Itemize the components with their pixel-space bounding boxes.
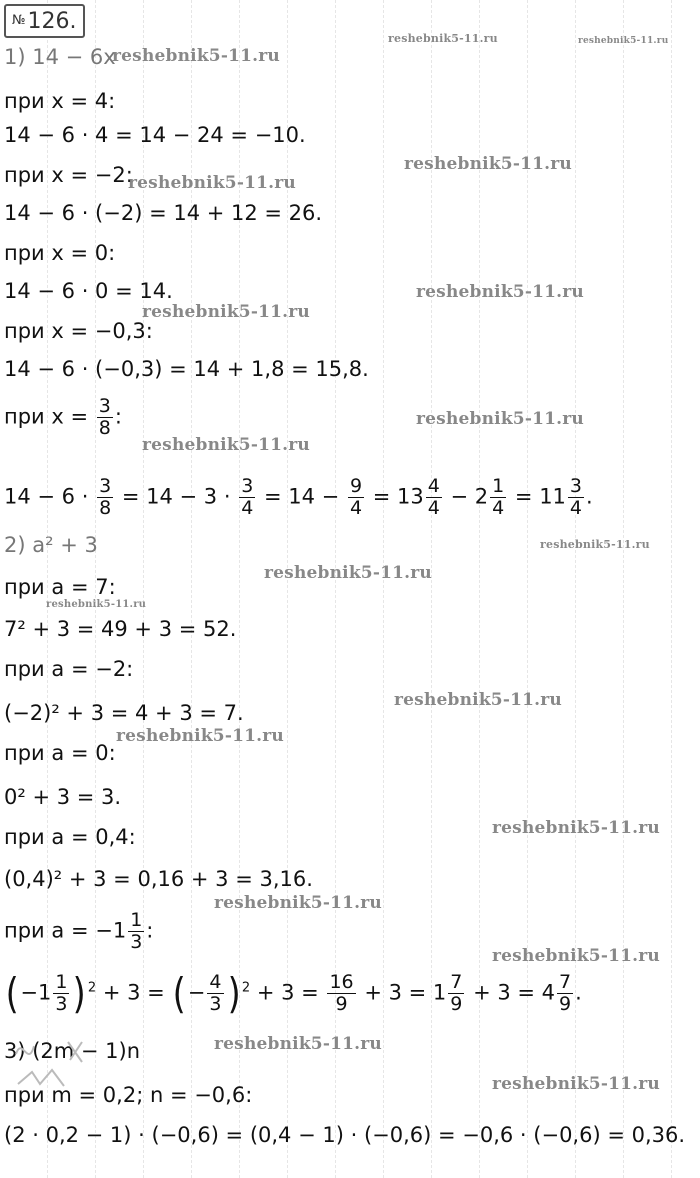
denominator: 9 [450, 993, 463, 1015]
condition: x = 4: [51, 89, 116, 113]
math-line: 14 − 6 · (−2) = 14 + 12 = 26. [4, 201, 323, 225]
denominator: 4 [569, 497, 583, 519]
watermark: reshebnik5-11.ru [492, 1074, 660, 1094]
watermark: reshebnik5-11.ru [388, 32, 498, 45]
word-pri: при [4, 319, 45, 343]
word-pri: при [4, 741, 45, 765]
expr-part: = 13 [372, 484, 424, 509]
denominator: 4 [349, 497, 363, 519]
background-rule [623, 0, 624, 1178]
watermark: reshebnik5-11.ru [540, 538, 650, 551]
fraction [53, 972, 69, 1015]
number-sign: № [12, 13, 26, 28]
expr-part: −1 [20, 980, 52, 1005]
problem-number-badge [4, 4, 85, 38]
fraction [348, 476, 364, 519]
denominator: 3 [209, 993, 222, 1015]
math-line: (0,4)² + 3 = 0,16 + 3 = 3,16. [4, 867, 313, 891]
condition: x = 0: [51, 241, 116, 265]
watermark: reshebnik5-11.ru [142, 302, 310, 322]
numerator: 4 [209, 971, 222, 993]
watermark: reshebnik5-11.ru [416, 409, 584, 429]
word-pri: при [4, 241, 45, 265]
numerator: 16 [329, 971, 354, 993]
watermark: reshebnik5-11.ru [214, 1034, 382, 1054]
fraction [97, 476, 113, 519]
expr-part: + 3 = 1 [364, 980, 447, 1005]
problem-number: 126. [27, 9, 77, 34]
math-line [4, 162, 133, 188]
fraction [448, 972, 464, 1015]
word-pri: при [4, 575, 45, 599]
exponent: 2 [87, 980, 97, 996]
condition: x = −0,3: [51, 319, 153, 343]
condition: a = 0,4: [51, 825, 136, 849]
numerator: 3 [98, 395, 111, 417]
condition: a = −2: [51, 657, 134, 681]
denominator: 8 [99, 497, 112, 519]
condition: x = [51, 404, 89, 429]
expr-part: + 3 = [102, 980, 165, 1005]
expr-part: = 14 − 3 · [121, 484, 231, 509]
fraction [207, 972, 223, 1015]
numerator: 1 [492, 475, 505, 497]
math-line [4, 656, 133, 682]
section-2-heading: 2) a² + 3 [4, 533, 98, 557]
watermark: reshebnik5-11.ru [112, 46, 280, 66]
handwritten-scribble [12, 1028, 152, 1098]
denominator: 3 [130, 931, 143, 953]
watermark: reshebnik5-11.ru [46, 599, 147, 610]
denominator: 3 [55, 993, 68, 1015]
numerator: 3 [569, 475, 583, 497]
watermark: reshebnik5-11.ru [214, 893, 382, 913]
fraction [568, 476, 584, 519]
fraction [97, 396, 113, 439]
math-line: 0² + 3 = 3. [4, 785, 122, 809]
watermark: reshebnik5-11.ru [416, 282, 584, 302]
numerator: 1 [130, 909, 143, 931]
numerator: 3 [241, 475, 254, 497]
paren: ) [73, 968, 87, 1018]
math-line: (2 · 0,2 − 1) · (−0,6) = (0,4 − 1) · (−0,6) = −0,6 · (−0,6) = 0,36. [4, 1123, 686, 1147]
math-line [4, 476, 593, 519]
word-pri: при [4, 918, 45, 943]
denominator: 4 [241, 497, 254, 519]
numerator: 4 [427, 475, 440, 497]
watermark: reshebnik5-11.ru [492, 818, 660, 838]
paren: ( [5, 968, 19, 1018]
math-line: 14 − 6 · 0 = 14. [4, 279, 173, 303]
condition: a = 7: [51, 575, 116, 599]
math-line [4, 740, 116, 766]
condition: x = −2: [51, 163, 133, 187]
expr-part: + 3 = 4 [473, 980, 556, 1005]
watermark: reshebnik5-11.ru [492, 946, 660, 966]
fraction [557, 972, 573, 1015]
expr-part: 14 − 6 · [4, 484, 89, 509]
math-line [4, 824, 136, 850]
word-pri: при [4, 404, 45, 429]
word-pri: при [4, 657, 45, 681]
condition: m = 0,2; n = −0,6: [51, 1083, 253, 1107]
section-3-heading: 3) (2m − 1)n [4, 1039, 141, 1063]
numerator: 1 [55, 971, 68, 993]
fraction [426, 476, 442, 519]
math-line [4, 968, 582, 1018]
watermark: reshebnik5-11.ru [264, 563, 432, 583]
math-line: при x = $\frac{3}{8}$ : [4, 395, 122, 439]
watermark: reshebnik5-11.ru [128, 173, 296, 193]
math-line [4, 318, 153, 344]
fraction [239, 476, 255, 519]
fraction [327, 972, 355, 1015]
section-1-heading: 1) 14 − 6x [4, 45, 116, 69]
background-rule [671, 0, 672, 1178]
math-line: 7² + 3 = 49 + 3 = 52. [4, 617, 237, 641]
math-line: (−2)² + 3 = 4 + 3 = 7. [4, 701, 244, 725]
denominator: 4 [492, 497, 505, 519]
fraction [128, 910, 144, 953]
numerator: 7 [559, 971, 572, 993]
expr-part: . [586, 484, 593, 509]
word-pri: при [4, 825, 45, 849]
condition: a = 0: [51, 741, 116, 765]
word-pri: при [4, 163, 45, 187]
condition: a = −1 [51, 918, 127, 943]
numerator: 3 [99, 475, 112, 497]
word-pri: при [4, 1083, 45, 1107]
numerator: 7 [450, 971, 463, 993]
exponent: 2 [241, 980, 251, 996]
numerator: 9 [349, 475, 363, 497]
expr-part: − 2 [450, 484, 489, 509]
watermark: reshebnik5-11.ru [394, 690, 562, 710]
paren: ) [227, 968, 241, 1018]
watermark: reshebnik5-11.ru [116, 726, 284, 746]
expr-part: = 11 [514, 484, 566, 509]
watermark: reshebnik5-11.ru [404, 154, 572, 174]
denominator: 9 [335, 993, 348, 1015]
word-pri: при [4, 89, 45, 113]
watermark: reshebnik5-11.ru [578, 36, 669, 46]
math-line [4, 574, 116, 600]
denominator: 9 [559, 993, 572, 1015]
watermark: reshebnik5-11.ru [142, 435, 310, 455]
denominator: 8 [98, 417, 111, 439]
denominator: 4 [427, 497, 440, 519]
paren: ( [173, 968, 187, 1018]
expr-part: + 3 = [256, 980, 319, 1005]
fraction [490, 476, 506, 519]
expr-part: = 14 − [263, 484, 340, 509]
math-line: 14 − 6 · (−0,3) = 14 + 1,8 = 15,8. [4, 357, 369, 381]
math-line: при a = −1 $\frac{1}{3}$ : [4, 909, 154, 953]
expr-part: − [187, 980, 206, 1005]
expr-part: . [575, 980, 582, 1005]
math-line [4, 88, 115, 114]
math-line: 14 − 6 · 4 = 14 − 24 = −10. [4, 123, 306, 147]
math-line [4, 240, 115, 266]
